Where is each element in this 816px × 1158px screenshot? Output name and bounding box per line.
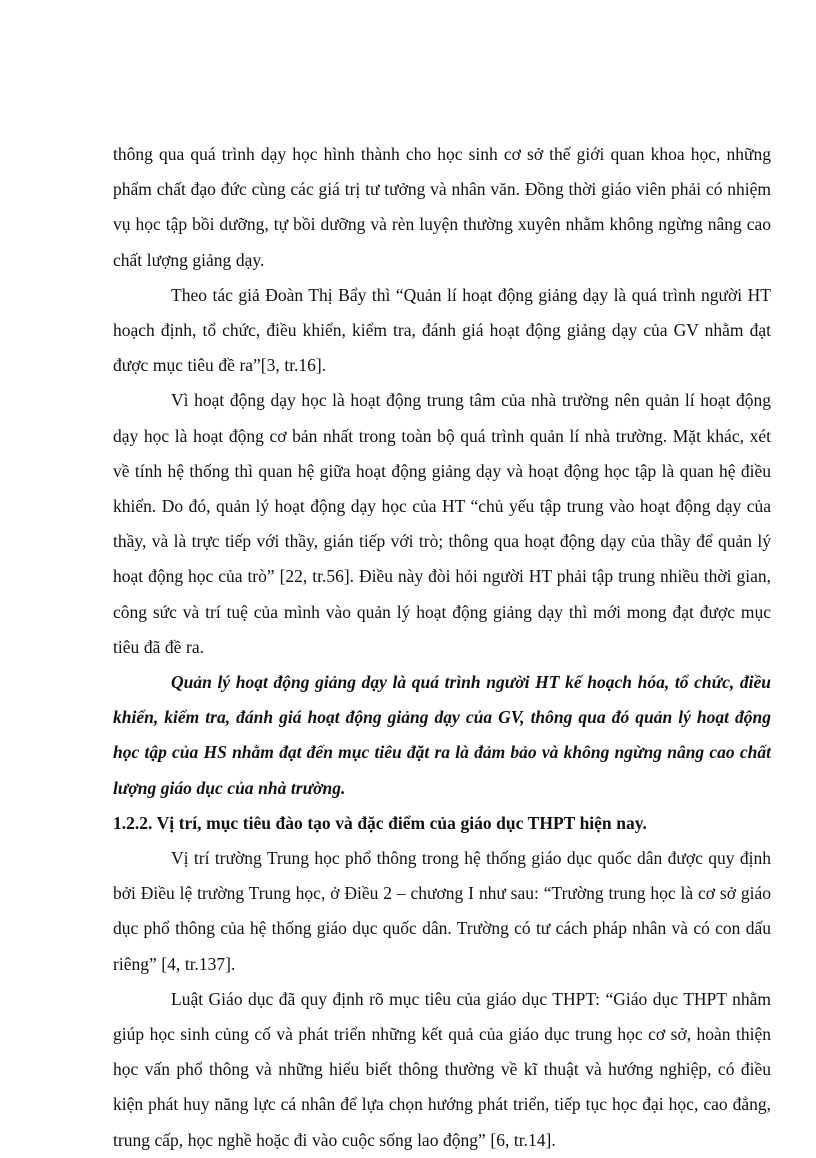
paragraph-school-position: Vị trí trường Trung học phổ thông trong hệ thống giáo dục quốc dân được quy định bởi Điều lệ trường Trung học, ở Điều 2 – chương I như sau: “Trường trung học là cơ sở giáo dục phổ thông của hệ thống giáo dục quốc dân. Trường có tư cách pháp nhân và có con dấu riêng” [4, tr.137]. (113, 848, 771, 974)
section-heading: 1.2.2. Vị trí, mục tiêu đào tạo và đặc điểm của giáo dục THPT hiện nay. (113, 812, 647, 833)
paragraph-education-law-goals: Luật Giáo dục đã quy định rõ mục tiêu của giáo dục THPT: “Giáo dục THPT nhằm giúp học sinh củng cố và phát triển những kết quả của giáo dục trung học cơ sở, hoàn thiện học vấn phổ thông và những hiểu biết thông thường về kĩ thuật và hướng nghiệp, có điều kiện phát huy năng lực cá nhân để lựa chọn hướng phát triển, tiếp tục học đại học, cao đẳng, trung cấp, học nghề hoặc đi vào cuộc sống lao động” [6, tr.14]. (113, 988, 771, 1150)
paragraph-emphasized-definition: Quản lý hoạt động giảng dạy là quá trình người HT kế hoạch hóa, tổ chức, điều khiển, kiểm tra, đánh giá hoạt động giảng dạy của GV, thông qua đó quản lý hoạt động học tập của HS nhằm đạt đến mục tiêu đặt ra là đảm bảo và không ngừng nâng cao chất lượng giáo dục của nhà trường. (113, 672, 771, 798)
paragraph-continuation: thông qua quá trình dạy học hình thành cho học sinh cơ sở thế giới quan khoa học, những phẩm chất đạo đức cùng các giá trị tư tưởng và nhân văn. Đồng thời giáo viên phải có nhiệm vụ học tập bồi dưỡng, tự bồi dưỡng và rèn luyện thường xuyên nhằm không ngừng nâng cao chất lượng giảng dạy. (113, 144, 771, 270)
paragraph-teaching-management: Vì hoạt động dạy học là hoạt động trung tâm của nhà trường nên quản lí hoạt động dạy học là hoạt động cơ bản nhất trong toàn bộ quá trình quản lí nhà trường. Mặt khác, xét về tính hệ thống thì quan hệ giữa hoạt động giảng dạy và hoạt động học tập là quan hệ điều khiển. Do đó, quản lý hoạt động dạy học của HT “chủ yếu tập trung vào hoạt động dạy của thầy, và là trực tiếp với thầy, gián tiếp với trò; thông qua hoạt động dạy của thầy để quản lý hoạt động học của trò” [22, tr.56]. Điều này đòi hỏi người HT phải tập trung nhiều thời gian, công sức và trí tuệ của mình vào quản lý hoạt động giảng dạy thì mới mong đạt được mục tiêu đã đề ra. (113, 390, 771, 657)
document-page (113, 137, 771, 1158)
paragraph-doan-thi-bay-definition: Theo tác giả Đoàn Thị Bẩy thì “Quản lí hoạt động giảng dạy là quá trình người HT hoạch định, tổ chức, điều khiển, kiểm tra, đánh giá hoạt động giảng dạy của GV nhằm đạt được mục tiêu đề ra”[3, tr.16]. (113, 284, 771, 376)
